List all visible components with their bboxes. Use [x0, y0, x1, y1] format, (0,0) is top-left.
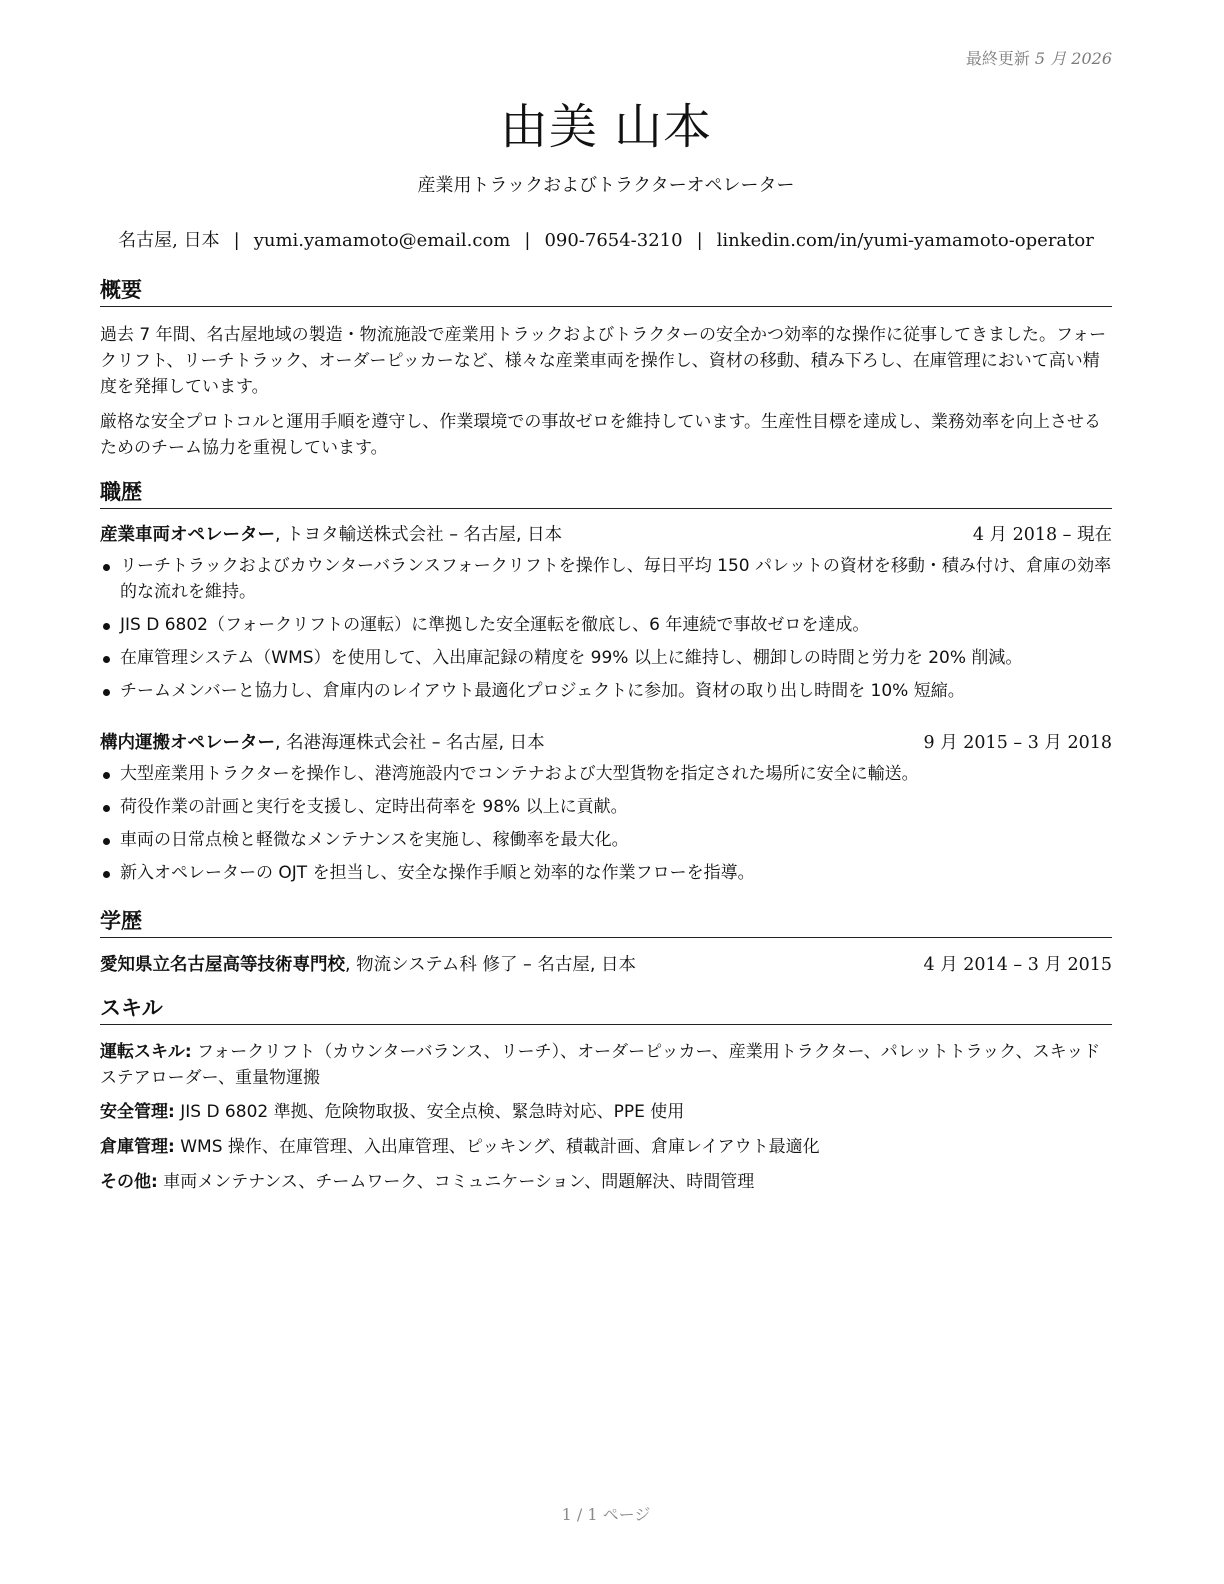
- skill-text: JIS D 6802 準拠、危険物取扱、安全点検、緊急時対応、PPE 使用: [180, 1102, 685, 1122]
- list-item: リーチトラックおよびカウンターバランスフォークリフトを操作し、毎日平均 150 パレットの資材を移動・積み付け、倉庫の効率的な流れを維持。: [100, 553, 1112, 605]
- skill-label: 倉庫管理:: [100, 1137, 175, 1157]
- contact-separator: |: [524, 230, 531, 251]
- job-header-2: 構内運搬オペレーター, 名港海運株式会社 – 名古屋, 日本 9 月 2015 – 3 月 2018: [100, 730, 1112, 756]
- resume-page: [100, 0, 1112, 1584]
- last-updated-label: 最終更新: [965, 49, 1030, 68]
- section-title-summary: 概要: [100, 276, 1112, 307]
- skill-row-safety: [100, 1099, 1112, 1125]
- summary-paragraph-1: 過去 7 年間、名古屋地域の製造・物流施設で産業用トラックおよびトラクターの安全かつ効率的な操作に従事してきました。フォークリフト、リーチトラック、オーダーピッカーなど、様々な産業車両を操作し、資材の移動、積み下ろし、在庫管理において高い精度を発揮しています。: [100, 325, 1107, 397]
- skill-label: その他:: [100, 1172, 158, 1192]
- skill-row-other: [100, 1169, 1112, 1195]
- skill-row-driving: [100, 1039, 1112, 1091]
- candidate-role: 産業用トラックおよびトラクターオペレーター: [417, 175, 795, 196]
- summary-paragraph-2: 厳格な安全プロトコルと運用手順を遵守し、作業環境での事故ゼロを維持しています。生産性目標を達成し、業務効率を向上させるためのチーム協力を重視しています。: [100, 412, 1101, 458]
- section-title-skills: スキル: [100, 994, 1112, 1025]
- last-updated-date: 5 月 2026: [1034, 49, 1112, 68]
- list-item: 大型産業用トラクターを操作し、港湾施設内でコンテナおよび大型貨物を指定された場所に安全に輸送。: [100, 761, 1112, 787]
- contact-line: [100, 226, 1112, 252]
- skill-label: 運転スキル:: [100, 1042, 192, 1062]
- contact-phone[interactable]: 090-7654-3210: [544, 230, 683, 251]
- candidate-name: 由美 山本: [499, 99, 713, 155]
- list-item: 新入オペレーターの OJT を担当し、安全な操作手順と効率的な作業フローを指導。: [100, 860, 1112, 886]
- list-item: 在庫管理システム（WMS）を使用して、入出庫記録の精度を 99% 以上に維持し、棚卸しの時間と労力を 20% 削減。: [100, 645, 1112, 671]
- skill-text: フォークリフト（カウンターバランス、リーチ）、オーダーピッカー、産業用トラクター、パレットトラック、スキッドステアローダー、重量物運搬: [100, 1042, 1101, 1088]
- list-item: チームメンバーと協力し、倉庫内のレイアウト最適化プロジェクトに参加。資材の取り出し時間を 10% 短縮。: [100, 678, 1112, 704]
- last-updated: [966, 46, 1112, 69]
- contact-linkedin[interactable]: linkedin.com/in/yumi-yamamoto-operator: [716, 230, 1094, 251]
- job-header-1: 産業車両オペレーター, トヨタ輸送株式会社 – 名古屋, 日本 4 月 2018 – 現在: [100, 522, 1112, 548]
- list-item: JIS D 6802（フォークリフトの運転）に準拠した安全運転を徹底し、6 年連続で事故ゼロを達成。: [100, 612, 1112, 638]
- job-dates: 9 月 2015 – 3 月 2018: [923, 733, 1112, 753]
- skill-row-warehouse: [100, 1134, 1112, 1160]
- contact-location: 名古屋, 日本: [118, 230, 220, 251]
- job-title: 構内運搬オペレーター: [100, 733, 275, 753]
- job-dates: 4 月 2018 – 現在: [972, 525, 1112, 545]
- contact-separator: |: [233, 230, 240, 251]
- page-number: 1 / 1 ページ: [561, 1505, 651, 1524]
- section-title-experience: 職歴: [100, 478, 1112, 509]
- job-organization: トヨタ輸送株式会社 – 名古屋, 日本: [286, 525, 563, 545]
- job-bullets-1: [100, 553, 1112, 711]
- skill-text: WMS 操作、在庫管理、入出庫管理、ピッキング、積載計画、倉庫レイアウト最適化: [180, 1137, 820, 1157]
- job-bullets-2: [100, 761, 1112, 893]
- job-title: 産業車両オペレーター: [100, 525, 275, 545]
- section-title-education: 学歴: [100, 907, 1112, 938]
- contact-separator: |: [696, 230, 703, 251]
- education-entry: 愛知県立名古屋高等技術専門校, 物流システム科 修了 – 名古屋, 日本 4 月 2014 – 3 月 2015: [100, 952, 1112, 978]
- education-detail: 物流システム科 修了 – 名古屋, 日本: [356, 955, 636, 975]
- skill-label: 安全管理:: [100, 1102, 175, 1122]
- list-item: 荷役作業の計画と実行を支援し、定時出荷率を 98% 以上に貢献。: [100, 794, 1112, 820]
- education-dates: 4 月 2014 – 3 月 2015: [923, 955, 1112, 975]
- school-name: 愛知県立名古屋高等技術専門校: [100, 955, 345, 975]
- job-organization: 名港海運株式会社 – 名古屋, 日本: [286, 733, 545, 753]
- contact-email[interactable]: yumi.yamamoto@email.com: [253, 230, 511, 251]
- skill-text: 車両メンテナンス、チームワーク、コミュニケーション、問題解決、時間管理: [163, 1172, 755, 1192]
- list-item: 車両の日常点検と軽微なメンテナンスを実施し、稼働率を最大化。: [100, 827, 1112, 853]
